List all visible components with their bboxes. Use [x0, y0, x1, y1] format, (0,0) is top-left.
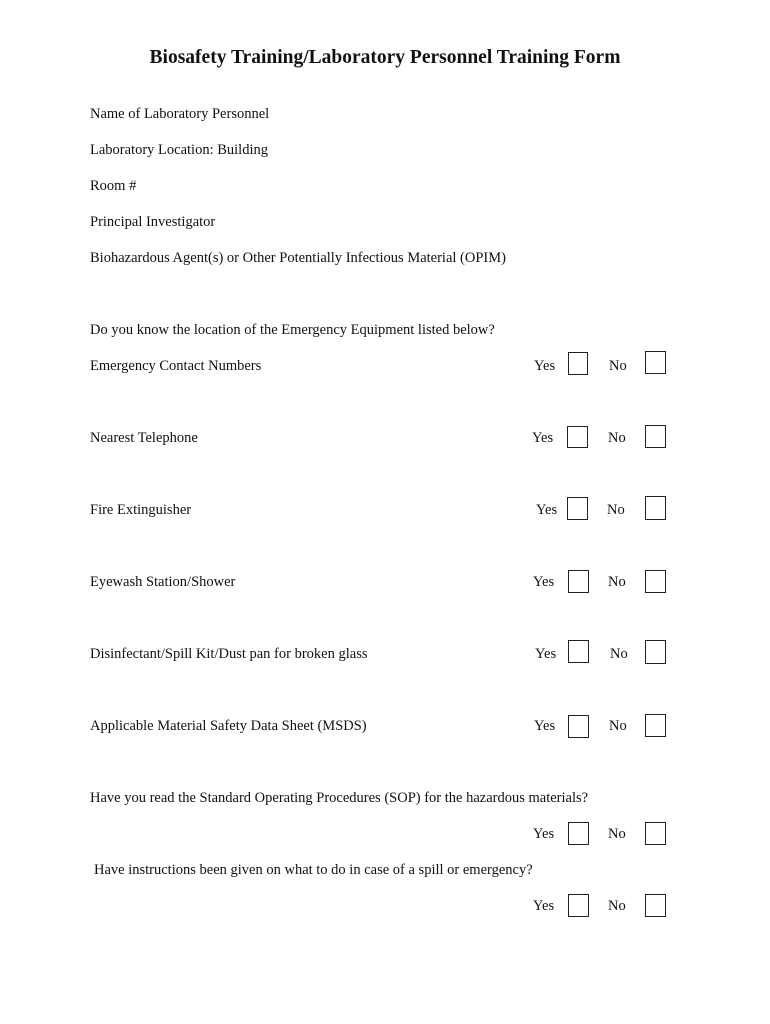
no-label: No: [607, 502, 625, 518]
yes-label: Yes: [534, 358, 556, 374]
form-title: Biosafety Training/Laboratory Personnel Training Form: [149, 47, 621, 68]
no-label: No: [608, 826, 626, 842]
no-checkbox[interactable]: [645, 570, 666, 593]
no-label: No: [608, 898, 626, 914]
room-field-label: Room #: [90, 178, 137, 194]
no-label: No: [610, 646, 628, 662]
equipment-item-label: Fire Extinguisher: [90, 502, 192, 518]
yes-checkbox[interactable]: [568, 352, 588, 375]
no-checkbox[interactable]: [645, 496, 666, 520]
yes-label: Yes: [532, 430, 554, 446]
spill-question: Have instructions been given on what to do in case of a spill or emergency?: [94, 862, 533, 878]
yes-label: Yes: [534, 718, 556, 734]
yes-checkbox[interactable]: [568, 570, 589, 593]
yes-label: Yes: [533, 826, 555, 842]
yes-checkbox[interactable]: [568, 894, 589, 917]
no-label: No: [608, 574, 626, 590]
yes-checkbox[interactable]: [567, 426, 588, 448]
yes-checkbox[interactable]: [568, 822, 589, 845]
no-checkbox[interactable]: [645, 894, 666, 917]
sop-question: Have you read the Standard Operating Procedures (SOP) for the hazardous materials?: [90, 790, 589, 806]
no-checkbox[interactable]: [645, 351, 666, 374]
equipment-question: Do you know the location of the Emergency Equipment listed below?: [90, 322, 495, 338]
yes-label: Yes: [535, 646, 557, 662]
yes-label: Yes: [533, 898, 555, 914]
pi-field-label: Principal Investigator: [90, 214, 216, 230]
no-label: No: [609, 718, 627, 734]
no-checkbox[interactable]: [645, 425, 666, 448]
equipment-item-label: Emergency Contact Numbers: [90, 358, 262, 374]
no-label: No: [608, 430, 626, 446]
equipment-item-label: Disinfectant/Spill Kit/Dust pan for broken glass: [90, 646, 368, 662]
yes-label: Yes: [536, 502, 558, 518]
no-checkbox[interactable]: [645, 640, 666, 664]
no-checkbox[interactable]: [645, 822, 666, 845]
yes-label: Yes: [533, 574, 555, 590]
equipment-item-label: Applicable Material Safety Data Sheet (MSDS): [90, 718, 367, 734]
equipment-item-label: Eyewash Station/Shower: [90, 574, 236, 590]
yes-checkbox[interactable]: [568, 715, 589, 738]
agents-field-label: Biohazardous Agent(s) or Other Potentially Infectious Material (OPIM): [90, 250, 506, 266]
equipment-item-label: Nearest Telephone: [90, 430, 198, 446]
name-field-label: Name of Laboratory Personnel: [90, 106, 270, 122]
yes-checkbox[interactable]: [568, 640, 589, 663]
yes-checkbox[interactable]: [567, 497, 588, 520]
location-field-label: Laboratory Location: Building: [90, 142, 268, 158]
no-label: No: [609, 358, 627, 374]
no-checkbox[interactable]: [645, 714, 666, 737]
